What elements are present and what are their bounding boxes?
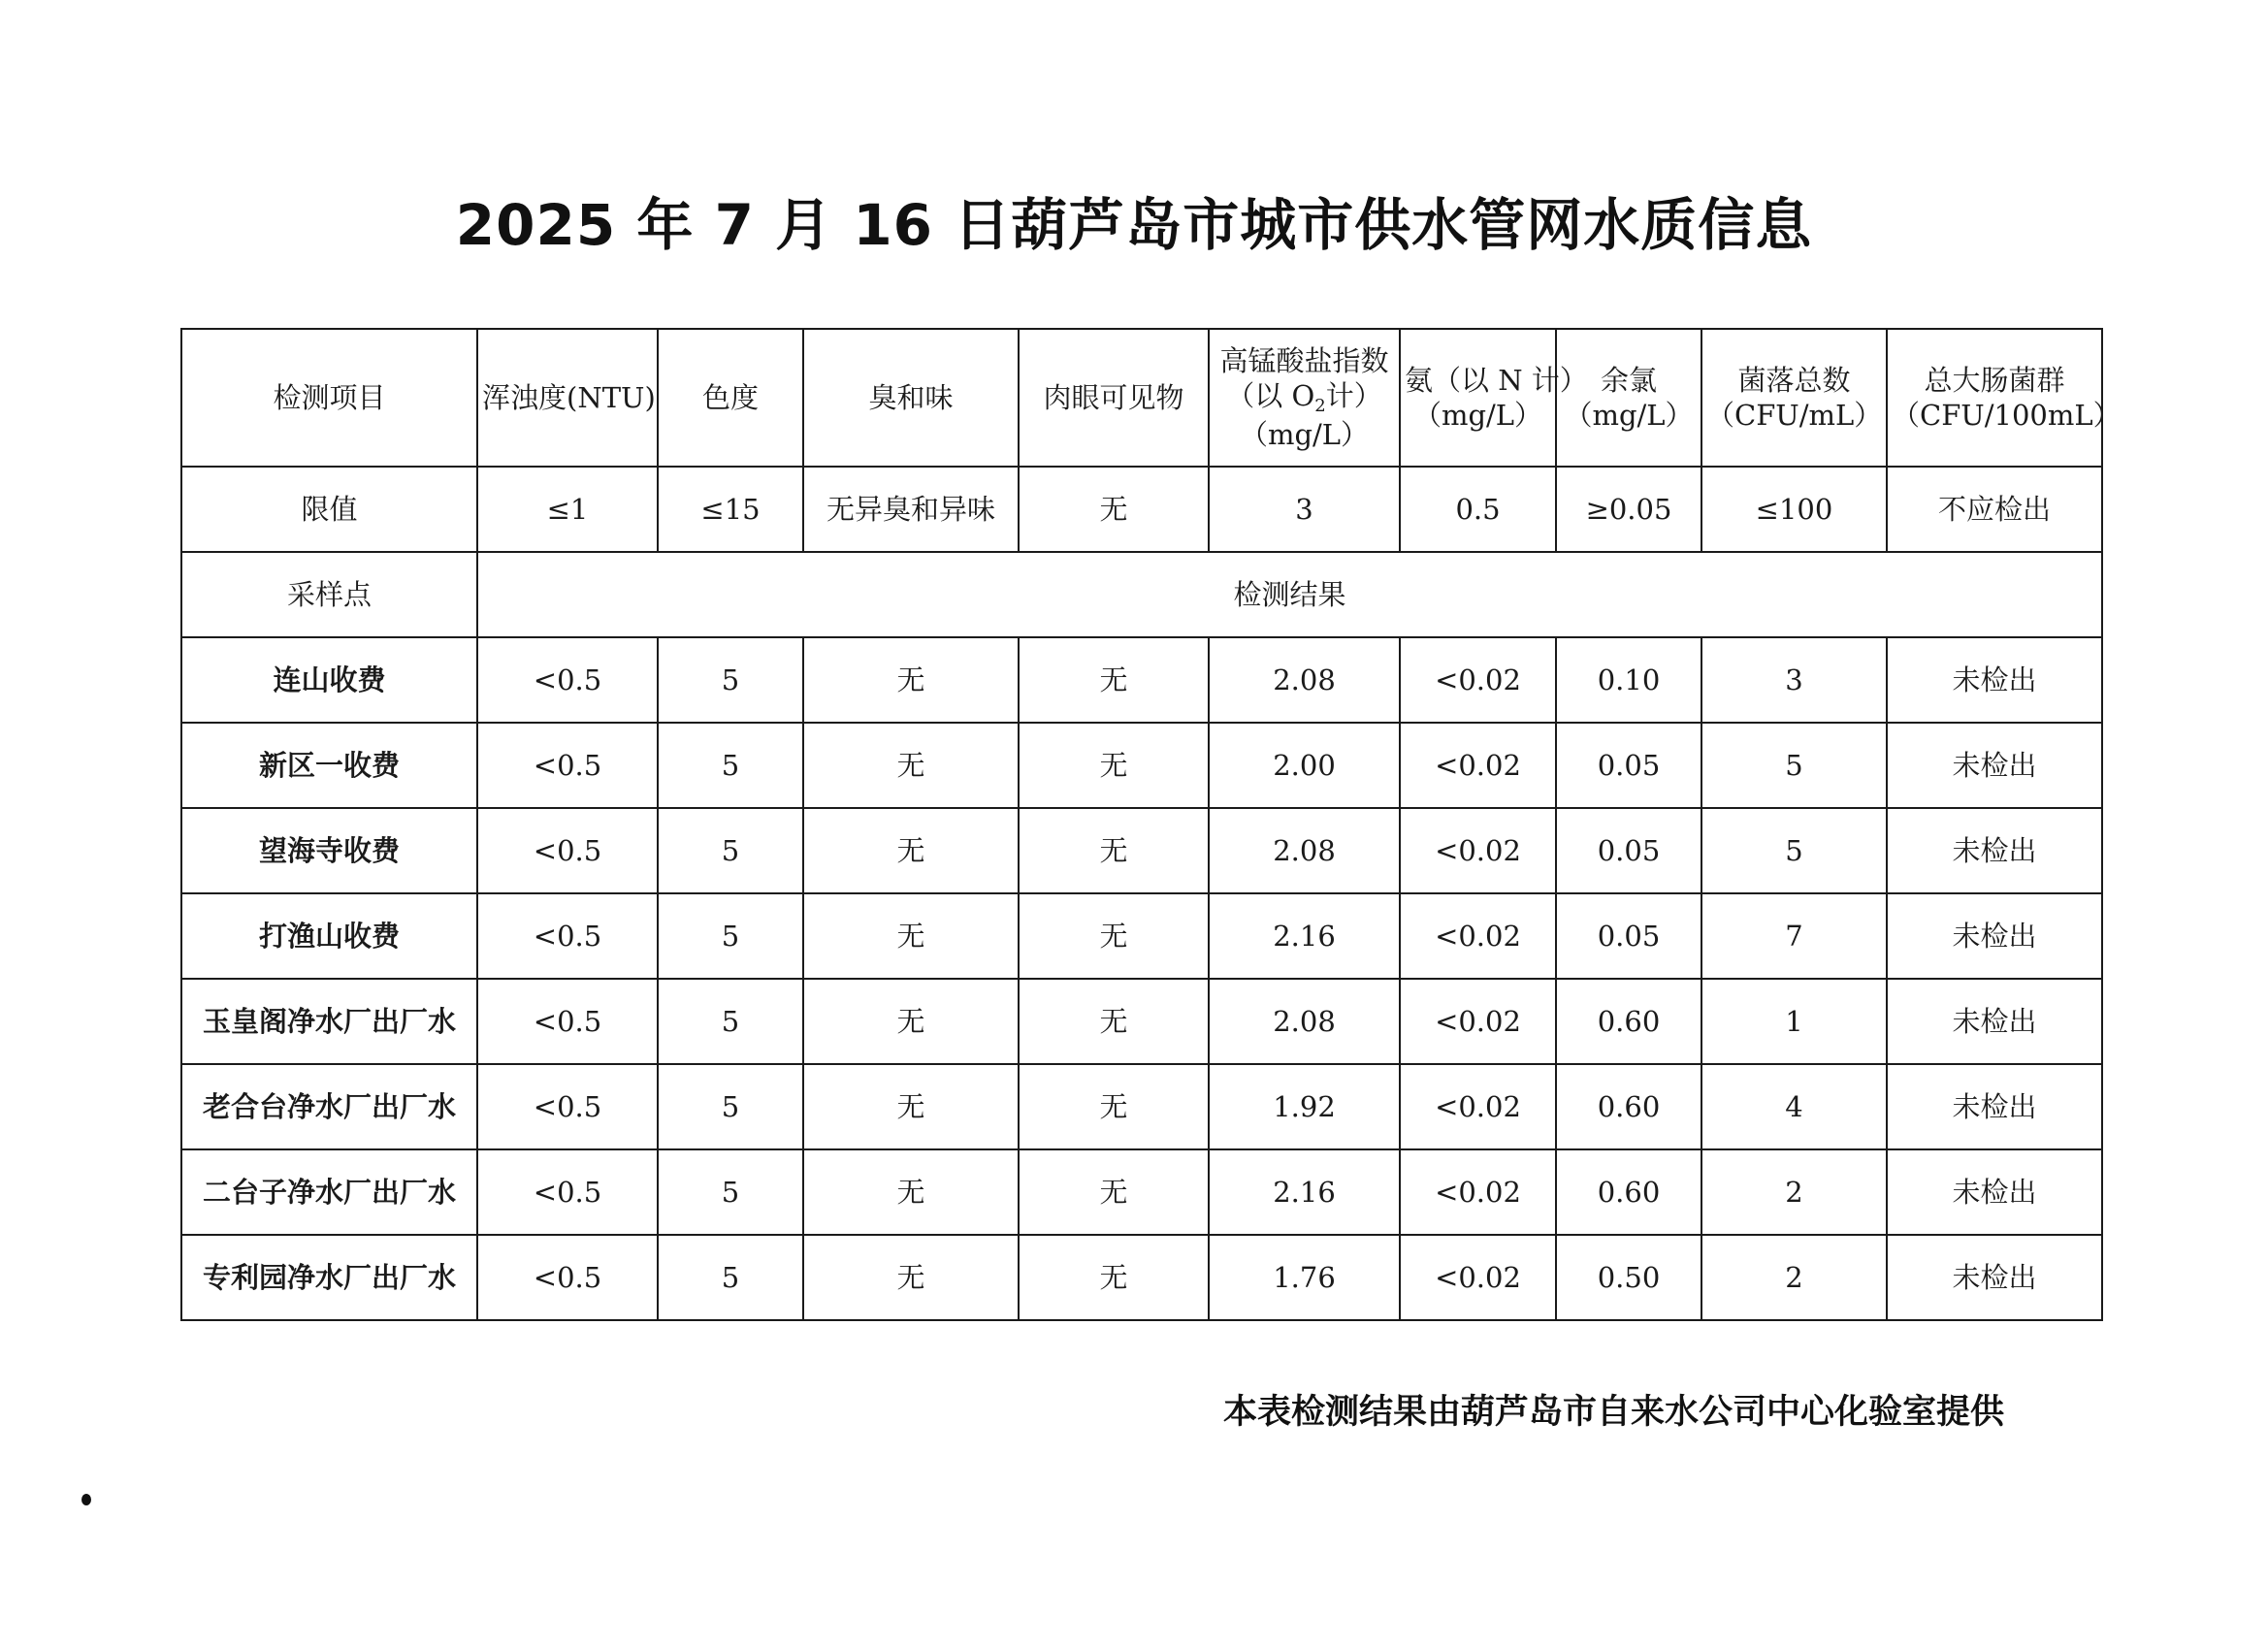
limit-value: 不应检出 — [1887, 467, 2102, 552]
header-coliform: 总大肠菌群 （CFU/100mL） — [1887, 329, 2102, 467]
result-cell: 2.08 — [1209, 637, 1400, 723]
sampling-site: 玉皇阁净水厂出厂水 — [181, 979, 477, 1064]
limit-row — [181, 467, 2102, 552]
result-cell: 5 — [658, 637, 803, 723]
result-cell: <0.5 — [477, 637, 658, 723]
table-row — [181, 1235, 2102, 1320]
result-cell: 无 — [1019, 1064, 1209, 1149]
result-cell: 未检出 — [1887, 979, 2102, 1064]
result-cell: 5 — [658, 808, 803, 893]
header-permanganate-line3: （mg/L） — [1239, 418, 1370, 452]
result-cell: 无 — [1019, 1235, 1209, 1320]
limit-value: 0.5 — [1400, 467, 1556, 552]
header-row — [181, 329, 2102, 467]
result-cell: <0.5 — [477, 1064, 658, 1149]
result-cell: <0.02 — [1400, 1064, 1556, 1149]
result-cell: <0.5 — [477, 723, 658, 808]
results-label: 检测结果 — [477, 552, 2102, 637]
result-cell: <0.02 — [1400, 637, 1556, 723]
result-cell: 0.60 — [1556, 979, 1701, 1064]
table-row — [181, 637, 2102, 723]
result-cell: <0.02 — [1400, 808, 1556, 893]
table-row — [181, 1064, 2102, 1149]
header-permanganate-line2: （以 $O_2$计） — [1226, 378, 1382, 416]
limit-value: 无异臭和异味 — [803, 467, 1019, 552]
result-cell: 5 — [658, 1235, 803, 1320]
result-cell: 0.50 — [1556, 1235, 1701, 1320]
result-cell: 5 — [658, 1149, 803, 1235]
result-cell: 1.76 — [1209, 1235, 1400, 1320]
result-cell: 0.60 — [1556, 1064, 1701, 1149]
sampling-site: 连山收费 — [181, 637, 477, 723]
result-cell: 0.10 — [1556, 637, 1701, 723]
limit-value: 3 — [1209, 467, 1400, 552]
table-row — [181, 808, 2102, 893]
result-rows — [181, 637, 2102, 1320]
section-row — [181, 552, 2102, 637]
header-permanganate — [1209, 329, 1400, 467]
result-cell: 未检出 — [1887, 1064, 2102, 1149]
result-cell: 无 — [1019, 637, 1209, 723]
result-cell: 0.60 — [1556, 1149, 1701, 1235]
sampling-site: 二台子净水厂出厂水 — [181, 1149, 477, 1235]
header-ammonia: 氨（以 N 计） （mg/L） — [1400, 329, 1556, 467]
footer-note: 本表检测结果由葫芦岛市自来水公司中心化验室提供 — [1222, 1393, 2004, 1432]
limit-value: ≥0.05 — [1556, 467, 1701, 552]
header-turbidity: 浑浊度(NTU) — [477, 329, 658, 467]
result-cell: 无 — [803, 979, 1019, 1064]
result-cell: 未检出 — [1887, 723, 2102, 808]
header-visible-matter: 肉眼可见物 — [1019, 329, 1209, 467]
header-chlorine: 余氯 （mg/L） — [1556, 329, 1701, 467]
sampling-site: 新区一收费 — [181, 723, 477, 808]
table-row — [181, 723, 2102, 808]
limit-value: ≤1 — [477, 467, 658, 552]
result-cell: 2 — [1701, 1235, 1887, 1320]
scan-speck — [81, 1494, 91, 1505]
table-row — [181, 1149, 2102, 1235]
result-cell: 无 — [1019, 893, 1209, 979]
result-cell: 无 — [803, 637, 1019, 723]
result-cell: <0.5 — [477, 893, 658, 979]
result-cell: <0.02 — [1400, 893, 1556, 979]
result-cell: 2 — [1701, 1149, 1887, 1235]
result-cell: 无 — [803, 1149, 1019, 1235]
result-cell: 0.05 — [1556, 723, 1701, 808]
result-cell: 5 — [1701, 808, 1887, 893]
result-cell: 未检出 — [1887, 1235, 2102, 1320]
table-row — [181, 893, 2102, 979]
sampling-site: 老合台净水厂出厂水 — [181, 1064, 477, 1149]
result-cell: 未检出 — [1887, 808, 2102, 893]
result-cell: 无 — [803, 1235, 1019, 1320]
result-cell: 无 — [1019, 1149, 1209, 1235]
result-cell: 未检出 — [1887, 893, 2102, 979]
result-cell: <0.02 — [1400, 1149, 1556, 1235]
result-cell: 5 — [658, 979, 803, 1064]
result-cell: 5 — [658, 893, 803, 979]
result-cell: 无 — [803, 893, 1019, 979]
header-item: 检测项目 — [181, 329, 477, 467]
result-cell: 未检出 — [1887, 1149, 2102, 1235]
result-cell: 无 — [1019, 723, 1209, 808]
result-cell: 无 — [803, 1064, 1019, 1149]
result-cell: <0.02 — [1400, 979, 1556, 1064]
sampling-point-label: 采样点 — [181, 552, 477, 637]
water-quality-table — [180, 328, 2122, 1321]
result-cell: 无 — [1019, 979, 1209, 1064]
result-cell: 5 — [1701, 723, 1887, 808]
result-cell: 4 — [1701, 1064, 1887, 1149]
result-cell: 2.16 — [1209, 893, 1400, 979]
result-cell: 7 — [1701, 893, 1887, 979]
sampling-site: 专利园净水厂出厂水 — [181, 1235, 477, 1320]
result-cell: <0.5 — [477, 1235, 658, 1320]
header-color: 色度 — [658, 329, 803, 467]
result-cell: 1.92 — [1209, 1064, 1400, 1149]
page-title: 2025 年 7 月 16 日葫芦岛市城市供水管网水质信息 — [455, 192, 1813, 258]
result-cell: <0.02 — [1400, 1235, 1556, 1320]
limit-value: ≤100 — [1701, 467, 1887, 552]
result-cell: 2.00 — [1209, 723, 1400, 808]
result-cell: <0.5 — [477, 1149, 658, 1235]
result-cell: 0.05 — [1556, 893, 1701, 979]
header-colony-count: 菌落总数 （CFU/mL） — [1701, 329, 1887, 467]
result-cell: 未检出 — [1887, 637, 2102, 723]
sampling-site: 打渔山收费 — [181, 893, 477, 979]
result-cell: 0.05 — [1556, 808, 1701, 893]
header-permanganate-line1: 高锰酸盐指数 — [1219, 343, 1389, 377]
result-cell: 无 — [803, 723, 1019, 808]
result-cell: 3 — [1701, 637, 1887, 723]
limit-value: ≤15 — [658, 467, 803, 552]
result-cell: 2.16 — [1209, 1149, 1400, 1235]
table-row — [181, 979, 2102, 1064]
result-cell: 5 — [658, 1064, 803, 1149]
result-cell: <0.02 — [1400, 723, 1556, 808]
result-cell: 5 — [658, 723, 803, 808]
limit-value: 无 — [1019, 467, 1209, 552]
result-cell: <0.5 — [477, 808, 658, 893]
result-cell: 无 — [1019, 808, 1209, 893]
limit-label: 限值 — [181, 467, 477, 552]
result-cell: <0.5 — [477, 979, 658, 1064]
header-odor: 臭和味 — [803, 329, 1019, 467]
result-cell: 2.08 — [1209, 808, 1400, 893]
sampling-site: 望海寺收费 — [181, 808, 477, 893]
result-cell: 1 — [1701, 979, 1887, 1064]
result-cell: 无 — [803, 808, 1019, 893]
result-cell: 2.08 — [1209, 979, 1400, 1064]
